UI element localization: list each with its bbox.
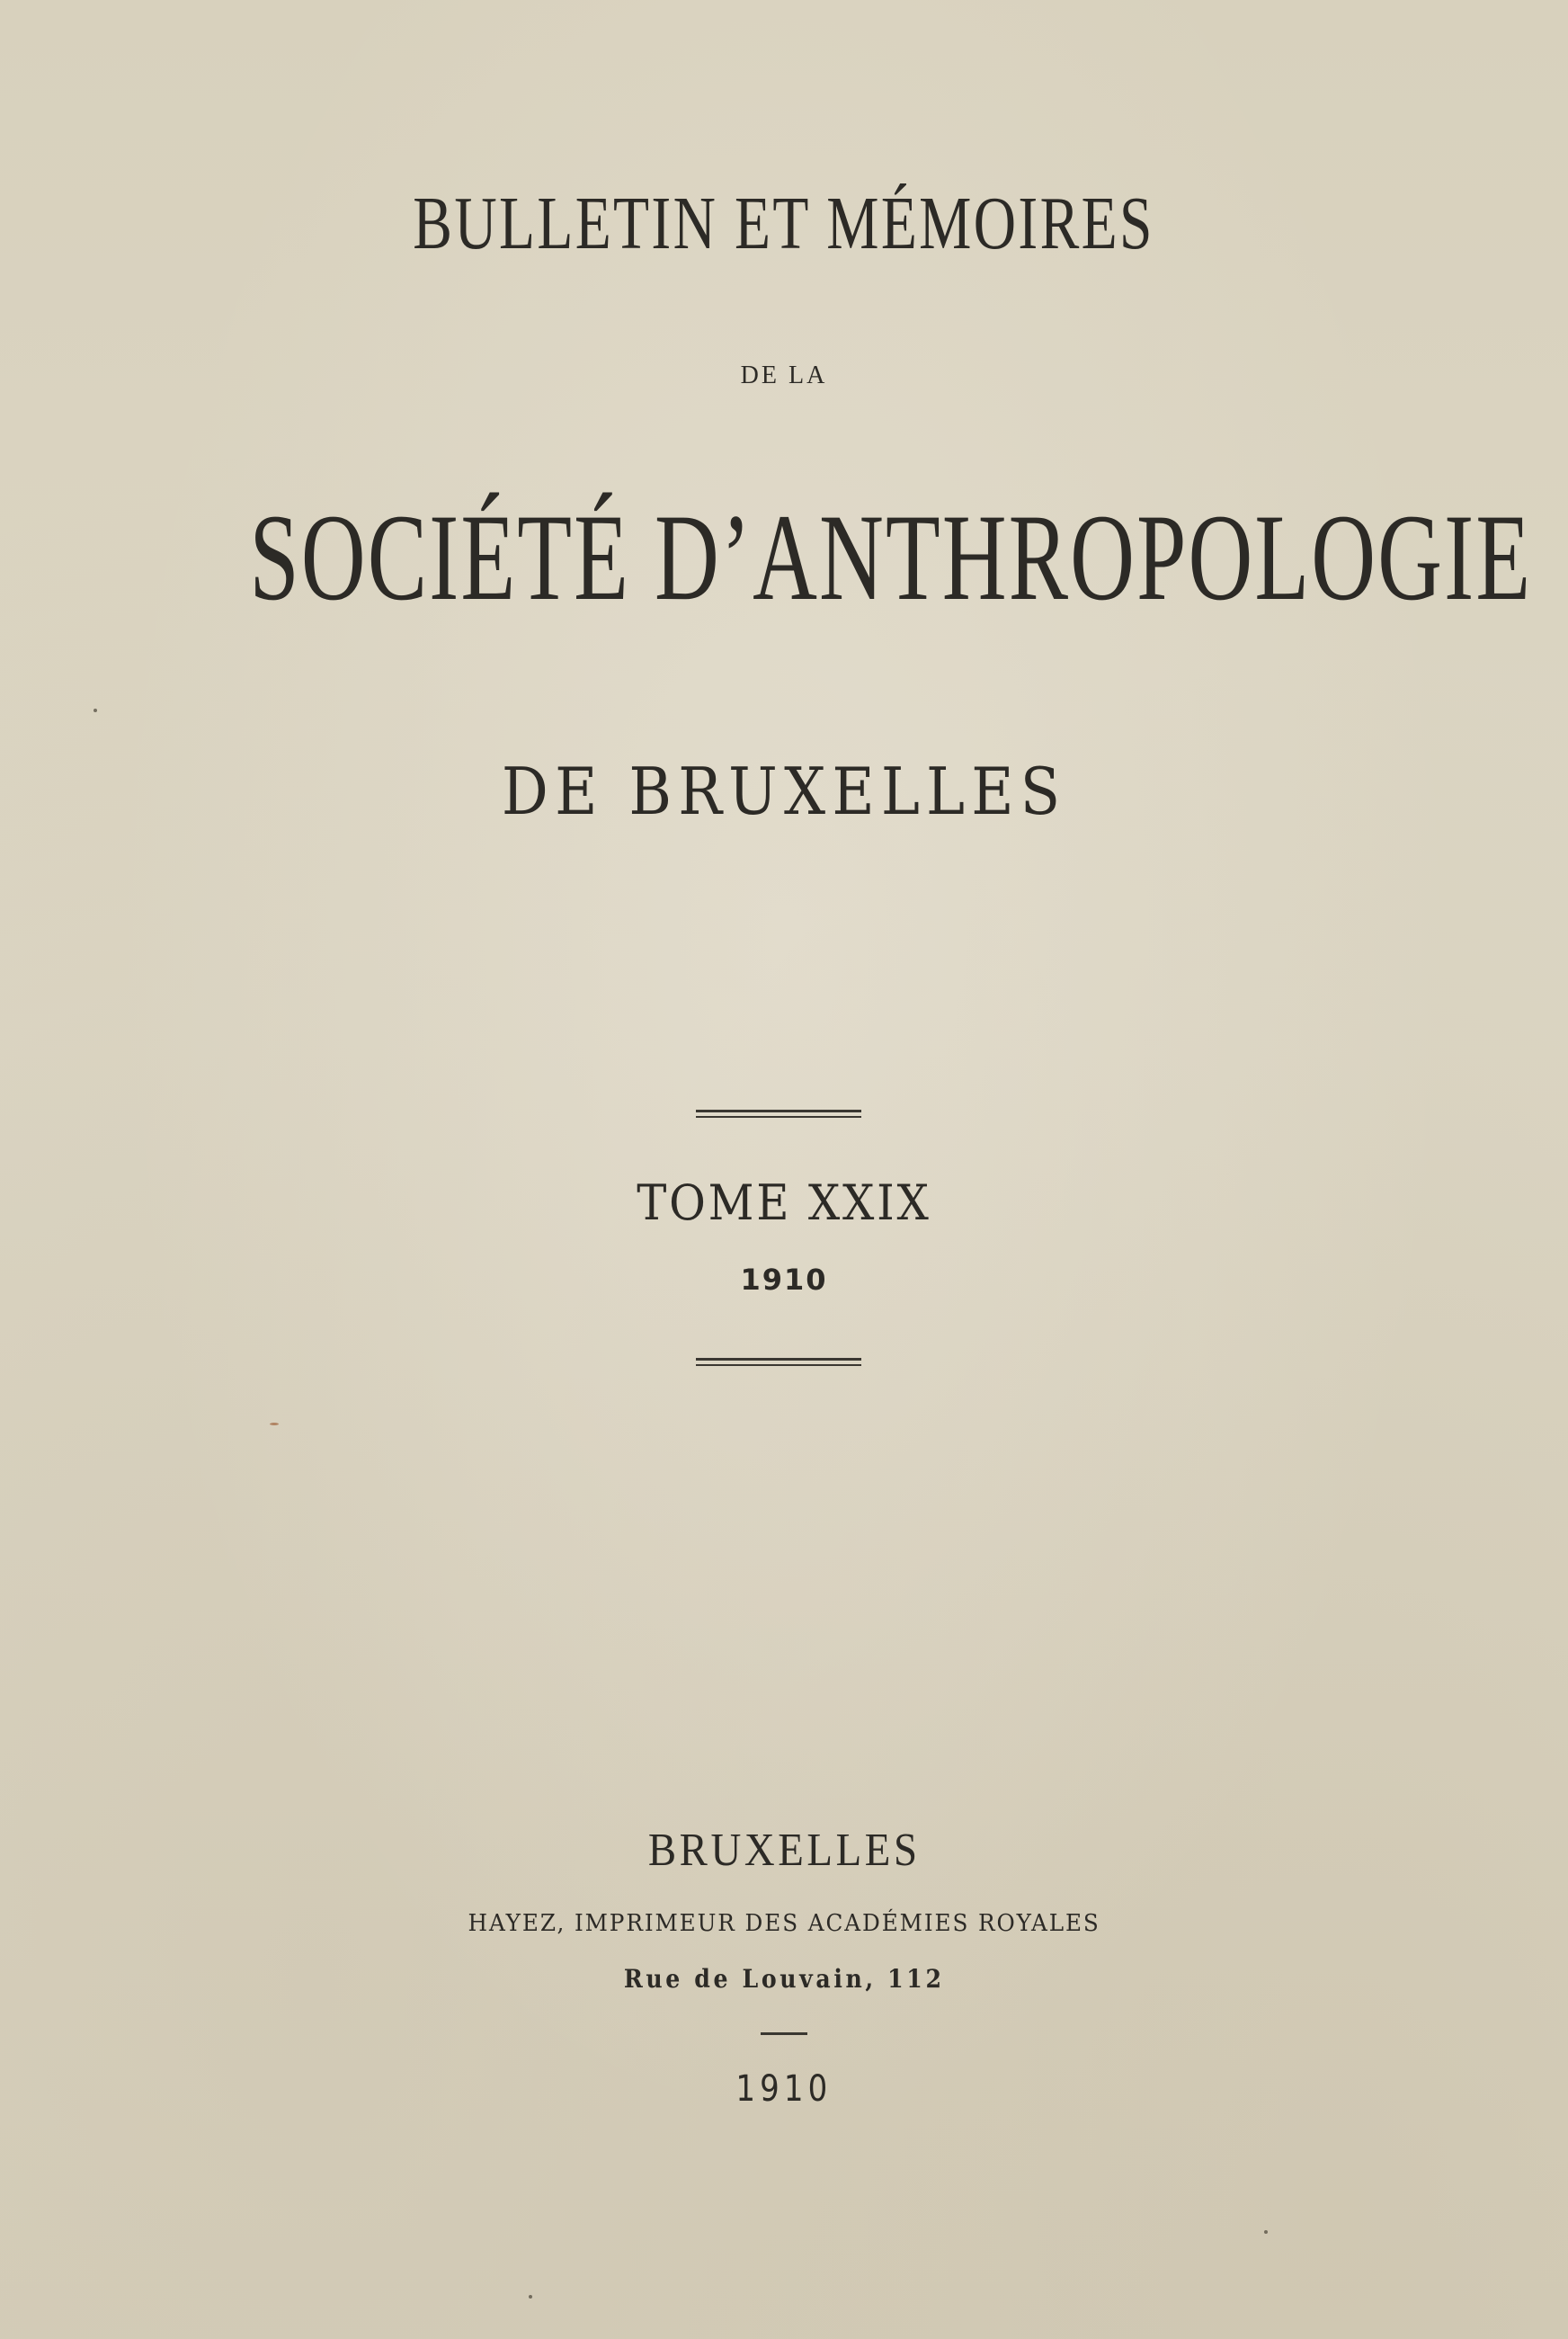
title-societe-text: SOCIÉTÉ D’ANTHROPOLOGIE xyxy=(249,488,1533,626)
imprint-city-text: BRUXELLES xyxy=(647,1825,921,1876)
volume-year-text: 1910 xyxy=(740,1263,828,1297)
title-de-bruxelles-text: DE BRUXELLES xyxy=(501,754,1067,829)
double-rule-top xyxy=(696,1110,861,1118)
title-societe xyxy=(0,486,1568,629)
imprint-year-text: 1910 xyxy=(735,2068,833,2110)
volume-year xyxy=(0,1263,1568,1297)
title-bulletin-memoires xyxy=(0,180,1568,267)
volume-tome xyxy=(0,1174,1568,1231)
title-de-bruxelles xyxy=(0,754,1568,829)
imprint-address-text: Rue de Louvain, 112 xyxy=(623,1964,945,1994)
imprint-address xyxy=(0,1964,1568,1994)
imprint-city xyxy=(0,1824,1568,1877)
paper-speck xyxy=(1264,2230,1268,2234)
double-rule-bottom xyxy=(696,1358,861,1366)
paper-speck xyxy=(270,1423,279,1425)
title-bulletin-memoires-text: BULLETIN ET MÉMOIRES xyxy=(413,182,1155,265)
volume-tome-text: TOME XXIX xyxy=(637,1174,931,1231)
title-de-la-text: DE LA xyxy=(740,362,828,389)
paper-speck xyxy=(94,709,97,712)
imprint-publisher xyxy=(0,1910,1568,1937)
imprint-publisher-text: HAYEZ, IMPRIMEUR DES ACADÉMIES ROYALES xyxy=(468,1910,1100,1937)
imprint-year xyxy=(0,2068,1568,2110)
short-rule xyxy=(761,2032,807,2035)
title-de-la xyxy=(0,362,1568,390)
paper-speck xyxy=(529,2295,532,2299)
